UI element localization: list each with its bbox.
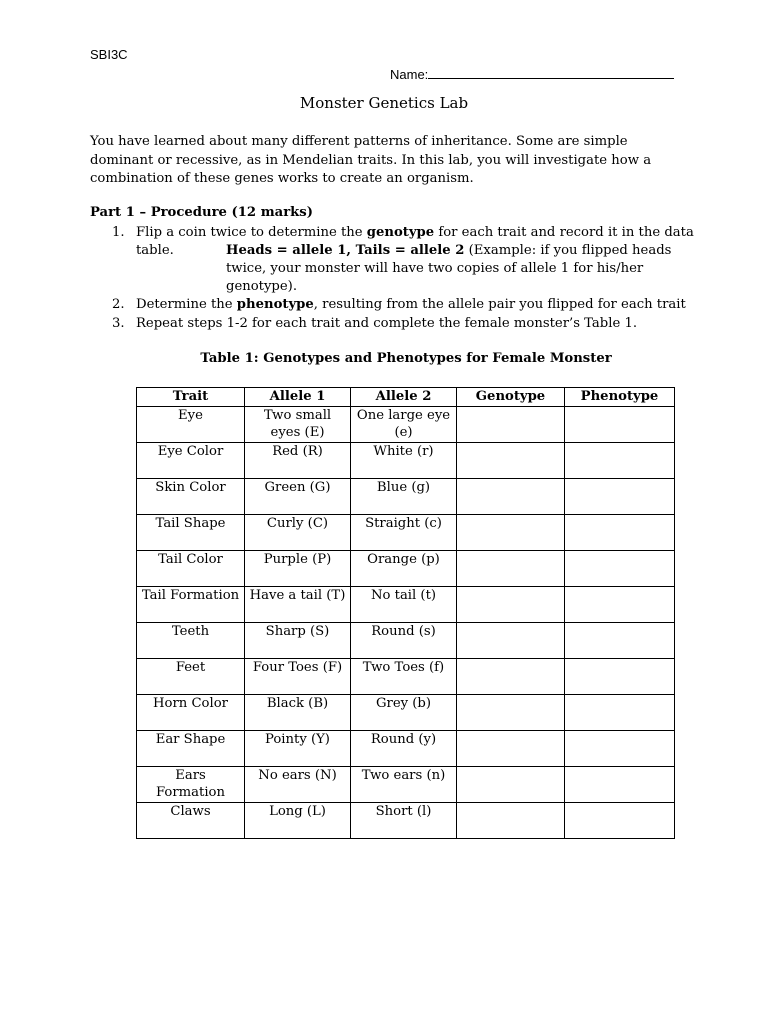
phenotype-cell[interactable] xyxy=(565,586,675,622)
phenotype-cell[interactable] xyxy=(565,658,675,694)
allele-2-cell: Two ears (n) xyxy=(351,766,457,802)
phenotype-cell[interactable] xyxy=(565,694,675,730)
trait-cell: Ears Formation xyxy=(137,766,245,802)
allele-2-cell: Straight (c) xyxy=(351,514,457,550)
phenotype-cell[interactable] xyxy=(565,730,675,766)
trait-cell: Tail Formation xyxy=(137,586,245,622)
trait-cell: Horn Color xyxy=(137,694,245,730)
allele-1-cell: Long (L) xyxy=(245,802,351,838)
allele-1-cell: No ears (N) xyxy=(245,766,351,802)
step-number: 1. xyxy=(112,225,125,240)
name-label: Name: xyxy=(390,67,429,82)
allele-2-cell: Round (s) xyxy=(351,622,457,658)
table-header-row xyxy=(137,388,675,407)
phenotype-cell[interactable] xyxy=(565,550,675,586)
genotype-cell[interactable] xyxy=(457,442,565,478)
genotype-phenotype-table xyxy=(136,387,675,839)
allele-1-cell: Pointy (Y) xyxy=(245,730,351,766)
allele-2-cell: Short (l) xyxy=(351,802,457,838)
header-trait: Trait xyxy=(137,388,245,407)
allele-1-cell: Sharp (S) xyxy=(245,622,351,658)
allele-1-cell: Green (G) xyxy=(245,478,351,514)
trait-cell: Teeth xyxy=(137,622,245,658)
phenotype-cell[interactable] xyxy=(565,406,675,442)
allele-2-cell: One large eye (e) xyxy=(351,406,457,442)
step-text-line2: Heads = allele 1, Tails = allele 2 (Example: if you flipped heads xyxy=(226,243,672,258)
genotype-cell[interactable] xyxy=(457,514,565,550)
allele-1-cell: Black (B) xyxy=(245,694,351,730)
phenotype-cell[interactable] xyxy=(565,442,675,478)
allele-2-cell: White (r) xyxy=(351,442,457,478)
table-row xyxy=(137,766,675,802)
name-field[interactable] xyxy=(390,66,674,82)
allele-2-cell: Two Toes (f) xyxy=(351,658,457,694)
step-number: 3. xyxy=(112,316,125,331)
step-number: 2. xyxy=(112,297,125,312)
trait-cell: Skin Color xyxy=(137,478,245,514)
allele-1-cell: Four Toes (F) xyxy=(245,658,351,694)
phenotype-cell[interactable] xyxy=(565,622,675,658)
trait-cell: Claws xyxy=(137,802,245,838)
course-code: SBI3C xyxy=(90,47,128,62)
trait-cell: Ear Shape xyxy=(137,730,245,766)
step-text: Repeat steps 1-2 for each trait and complete the female monster’s Table 1. xyxy=(136,316,638,331)
allele-2-cell: Blue (g) xyxy=(351,478,457,514)
genotype-cell[interactable] xyxy=(457,406,565,442)
step-text-line4: genotype). xyxy=(226,279,298,294)
part1-heading: Part 1 – Procedure (12 marks) xyxy=(90,205,313,220)
table-row xyxy=(137,550,675,586)
trait-cell: Eye xyxy=(137,406,245,442)
table-row xyxy=(137,586,675,622)
allele-2-cell: Round (y) xyxy=(351,730,457,766)
allele-2-cell: No tail (t) xyxy=(351,586,457,622)
table-row xyxy=(137,694,675,730)
step-text-line3: twice, your monster will have two copies of allele 1 for his/her xyxy=(226,261,644,276)
genotype-cell[interactable] xyxy=(457,694,565,730)
header-genotype: Genotype xyxy=(457,388,565,407)
trait-cell: Feet xyxy=(137,658,245,694)
step-text-line1: Flip a coin twice to determine the genotype for each trait and record it in the data xyxy=(136,225,694,240)
genotype-cell[interactable] xyxy=(457,550,565,586)
phenotype-cell[interactable] xyxy=(565,766,675,802)
table-row xyxy=(137,730,675,766)
genotype-cell[interactable] xyxy=(457,766,565,802)
allele-1-cell: Red (R) xyxy=(245,442,351,478)
table-row xyxy=(137,478,675,514)
allele-1-cell: Curly (C) xyxy=(245,514,351,550)
name-blank-line[interactable] xyxy=(428,66,674,79)
allele-2-cell: Grey (b) xyxy=(351,694,457,730)
allele-2-cell: Orange (p) xyxy=(351,550,457,586)
genotype-cell[interactable] xyxy=(457,586,565,622)
phenotype-cell[interactable] xyxy=(565,514,675,550)
genotype-cell[interactable] xyxy=(457,622,565,658)
genotype-cell[interactable] xyxy=(457,658,565,694)
page-title: Monster Genetics Lab xyxy=(299,94,469,112)
table-row xyxy=(137,514,675,550)
trait-cell: Tail Color xyxy=(137,550,245,586)
table-row xyxy=(137,658,675,694)
genotype-cell[interactable] xyxy=(457,478,565,514)
table-caption: Table 1: Genotypes and Phenotypes for Female Monster xyxy=(200,351,612,366)
allele-1-cell: Purple (P) xyxy=(245,550,351,586)
trait-cell: Tail Shape xyxy=(137,514,245,550)
header-allele-1: Allele 1 xyxy=(245,388,351,407)
genotype-cell[interactable] xyxy=(457,802,565,838)
allele-1-cell: Have a tail (T) xyxy=(245,586,351,622)
header-allele-2: Allele 2 xyxy=(351,388,457,407)
step-text: Determine the phenotype, resulting from the allele pair you flipped for each trait xyxy=(136,297,686,312)
table-row xyxy=(137,442,675,478)
header-phenotype: Phenotype xyxy=(565,388,675,407)
allele-1-cell: Two small eyes (E) xyxy=(245,406,351,442)
step-text-line2-start: table. xyxy=(136,243,174,258)
table-row xyxy=(137,406,675,442)
table-row xyxy=(137,622,675,658)
phenotype-cell[interactable] xyxy=(565,802,675,838)
phenotype-cell[interactable] xyxy=(565,478,675,514)
intro-paragraph: You have learned about many different patterns of inheritance. Some are simple dominant or recessive, as in Mendelian traits. In this lab, you will investigate how a combination of these genes works to create an organism. xyxy=(90,134,652,186)
genotype-cell[interactable] xyxy=(457,730,565,766)
trait-cell: Eye Color xyxy=(137,442,245,478)
table-row xyxy=(137,802,675,838)
